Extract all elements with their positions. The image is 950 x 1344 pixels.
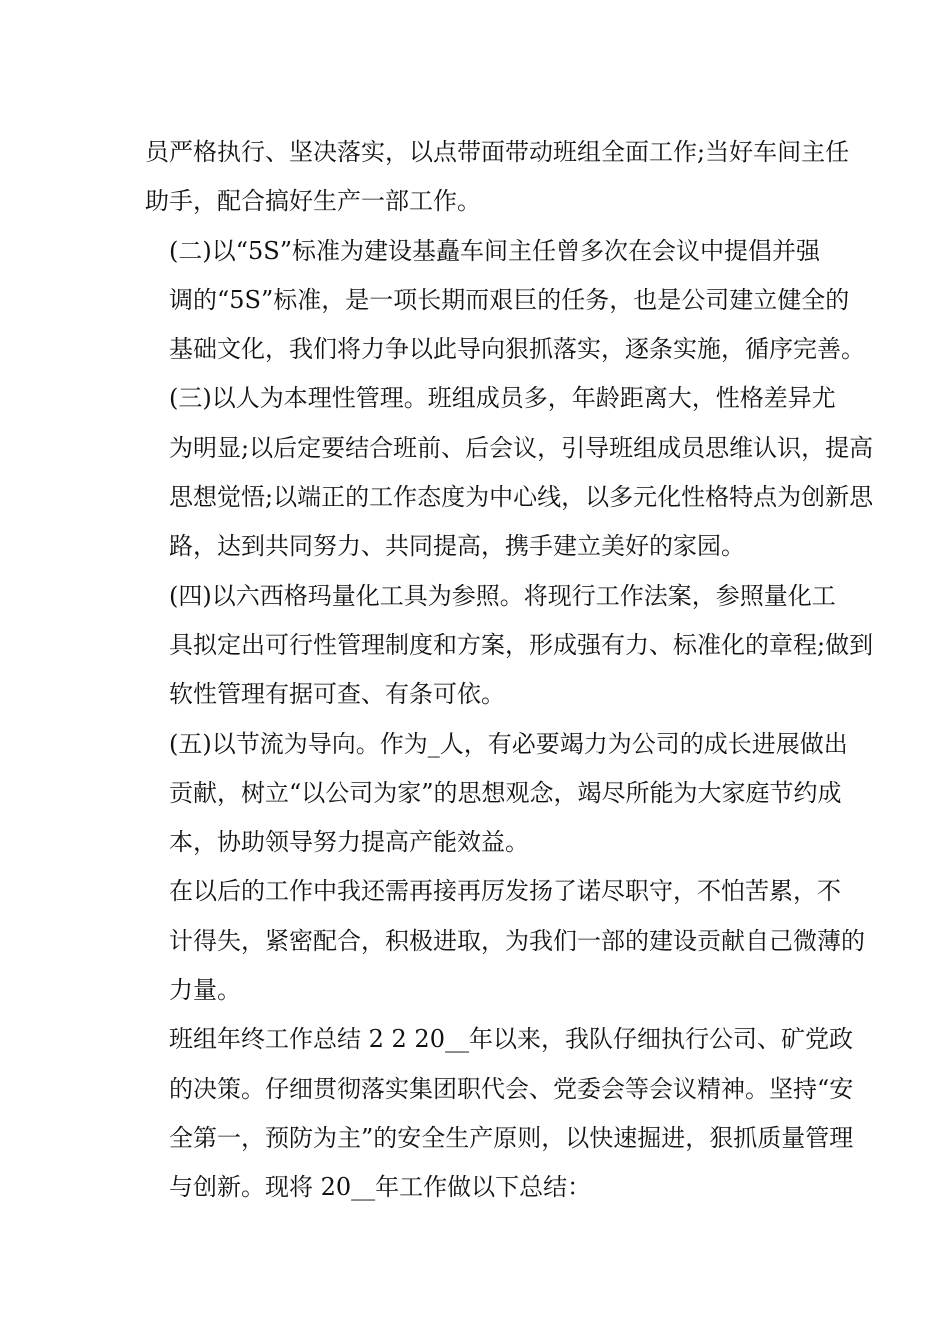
text-line: (四)以六西格玛量化工具为参照。将现行工作法案，参照量化工 (169, 581, 836, 610)
text-line: (二)以“5S”标准为建设基矗车间主任曾多次在会议中提倡并强 (169, 236, 820, 265)
text-line: 基础文化，我们将力争以此导向狠抓落实，逐条实施，循序完善。 (169, 335, 865, 364)
paragraph-year-end-summary (145, 1015, 854, 1212)
text-line: 助手，配合搞好生产一部工作。 (145, 187, 481, 216)
paragraph-5s-standard (145, 227, 865, 375)
text-line: 的决策。仔细贯彻落实集团职代会、党委会等会议精神。坚持“安 (169, 1074, 854, 1103)
text-line: 贡献，树立“以公司为家”的思想观念，竭尽所能为大家庭节约成 (169, 778, 842, 807)
text-line: 软性管理有据可查、有条可依。 (169, 680, 505, 709)
text-line: 为明显;以后定要结合班前、后会议，引导班组成员思维认识，提高 (169, 433, 874, 462)
text-line: 具拟定出可行性管理制度和方案，形成强有力、标准化的章程;做到 (169, 630, 874, 659)
text-line: 员严格执行、坚决落实，以点带面带动班组全面工作;当好车间主任 (145, 138, 850, 166)
text-line: 本，协助领导努力提高产能效益。 (169, 828, 529, 857)
text-line: 调的“5S”标准，是一项长期而艰巨的任务，也是公司建立健全的 (169, 285, 850, 314)
paragraph-continuation (145, 128, 850, 227)
text-line: 与创新。现将 20__年工作做以下总结： (169, 1173, 592, 1202)
document-body (145, 128, 874, 1213)
text-line: 路，达到共同努力、共同提高，携手建立美好的家园。 (169, 532, 745, 561)
text-line: 思想觉悟;以端正的工作态度为中心线，以多元化性格特点为创新思 (169, 483, 874, 512)
paragraph-future-work (145, 867, 865, 1015)
paragraph-people-management (145, 374, 874, 571)
paragraph-six-sigma (145, 572, 874, 720)
text-line: 全第一，预防为主”的安全生产原则，以快速掘进，狠抓质量管理 (169, 1123, 854, 1152)
text-line: (三)以人为本理性管理。班组成员多，年龄距离大，性格差异尤 (169, 384, 836, 413)
text-line: 计得失，紧密配合，积极进取，为我们一部的建设贡献自己微薄的 (169, 926, 865, 955)
paragraph-cost-saving (145, 720, 848, 868)
text-line: 在以后的工作中我还需再接再厉发扬了诺尽职守，不怕苦累，不 (169, 877, 841, 906)
text-line: (五)以节流为导向。作为_人，有必要竭力为公司的成长进展做出 (169, 729, 848, 758)
text-line: 力量。 (169, 976, 241, 1005)
text-line: 班组年终工作总结 2 2 20__年以来，我队仔细执行公司、矿党政 (169, 1025, 853, 1054)
